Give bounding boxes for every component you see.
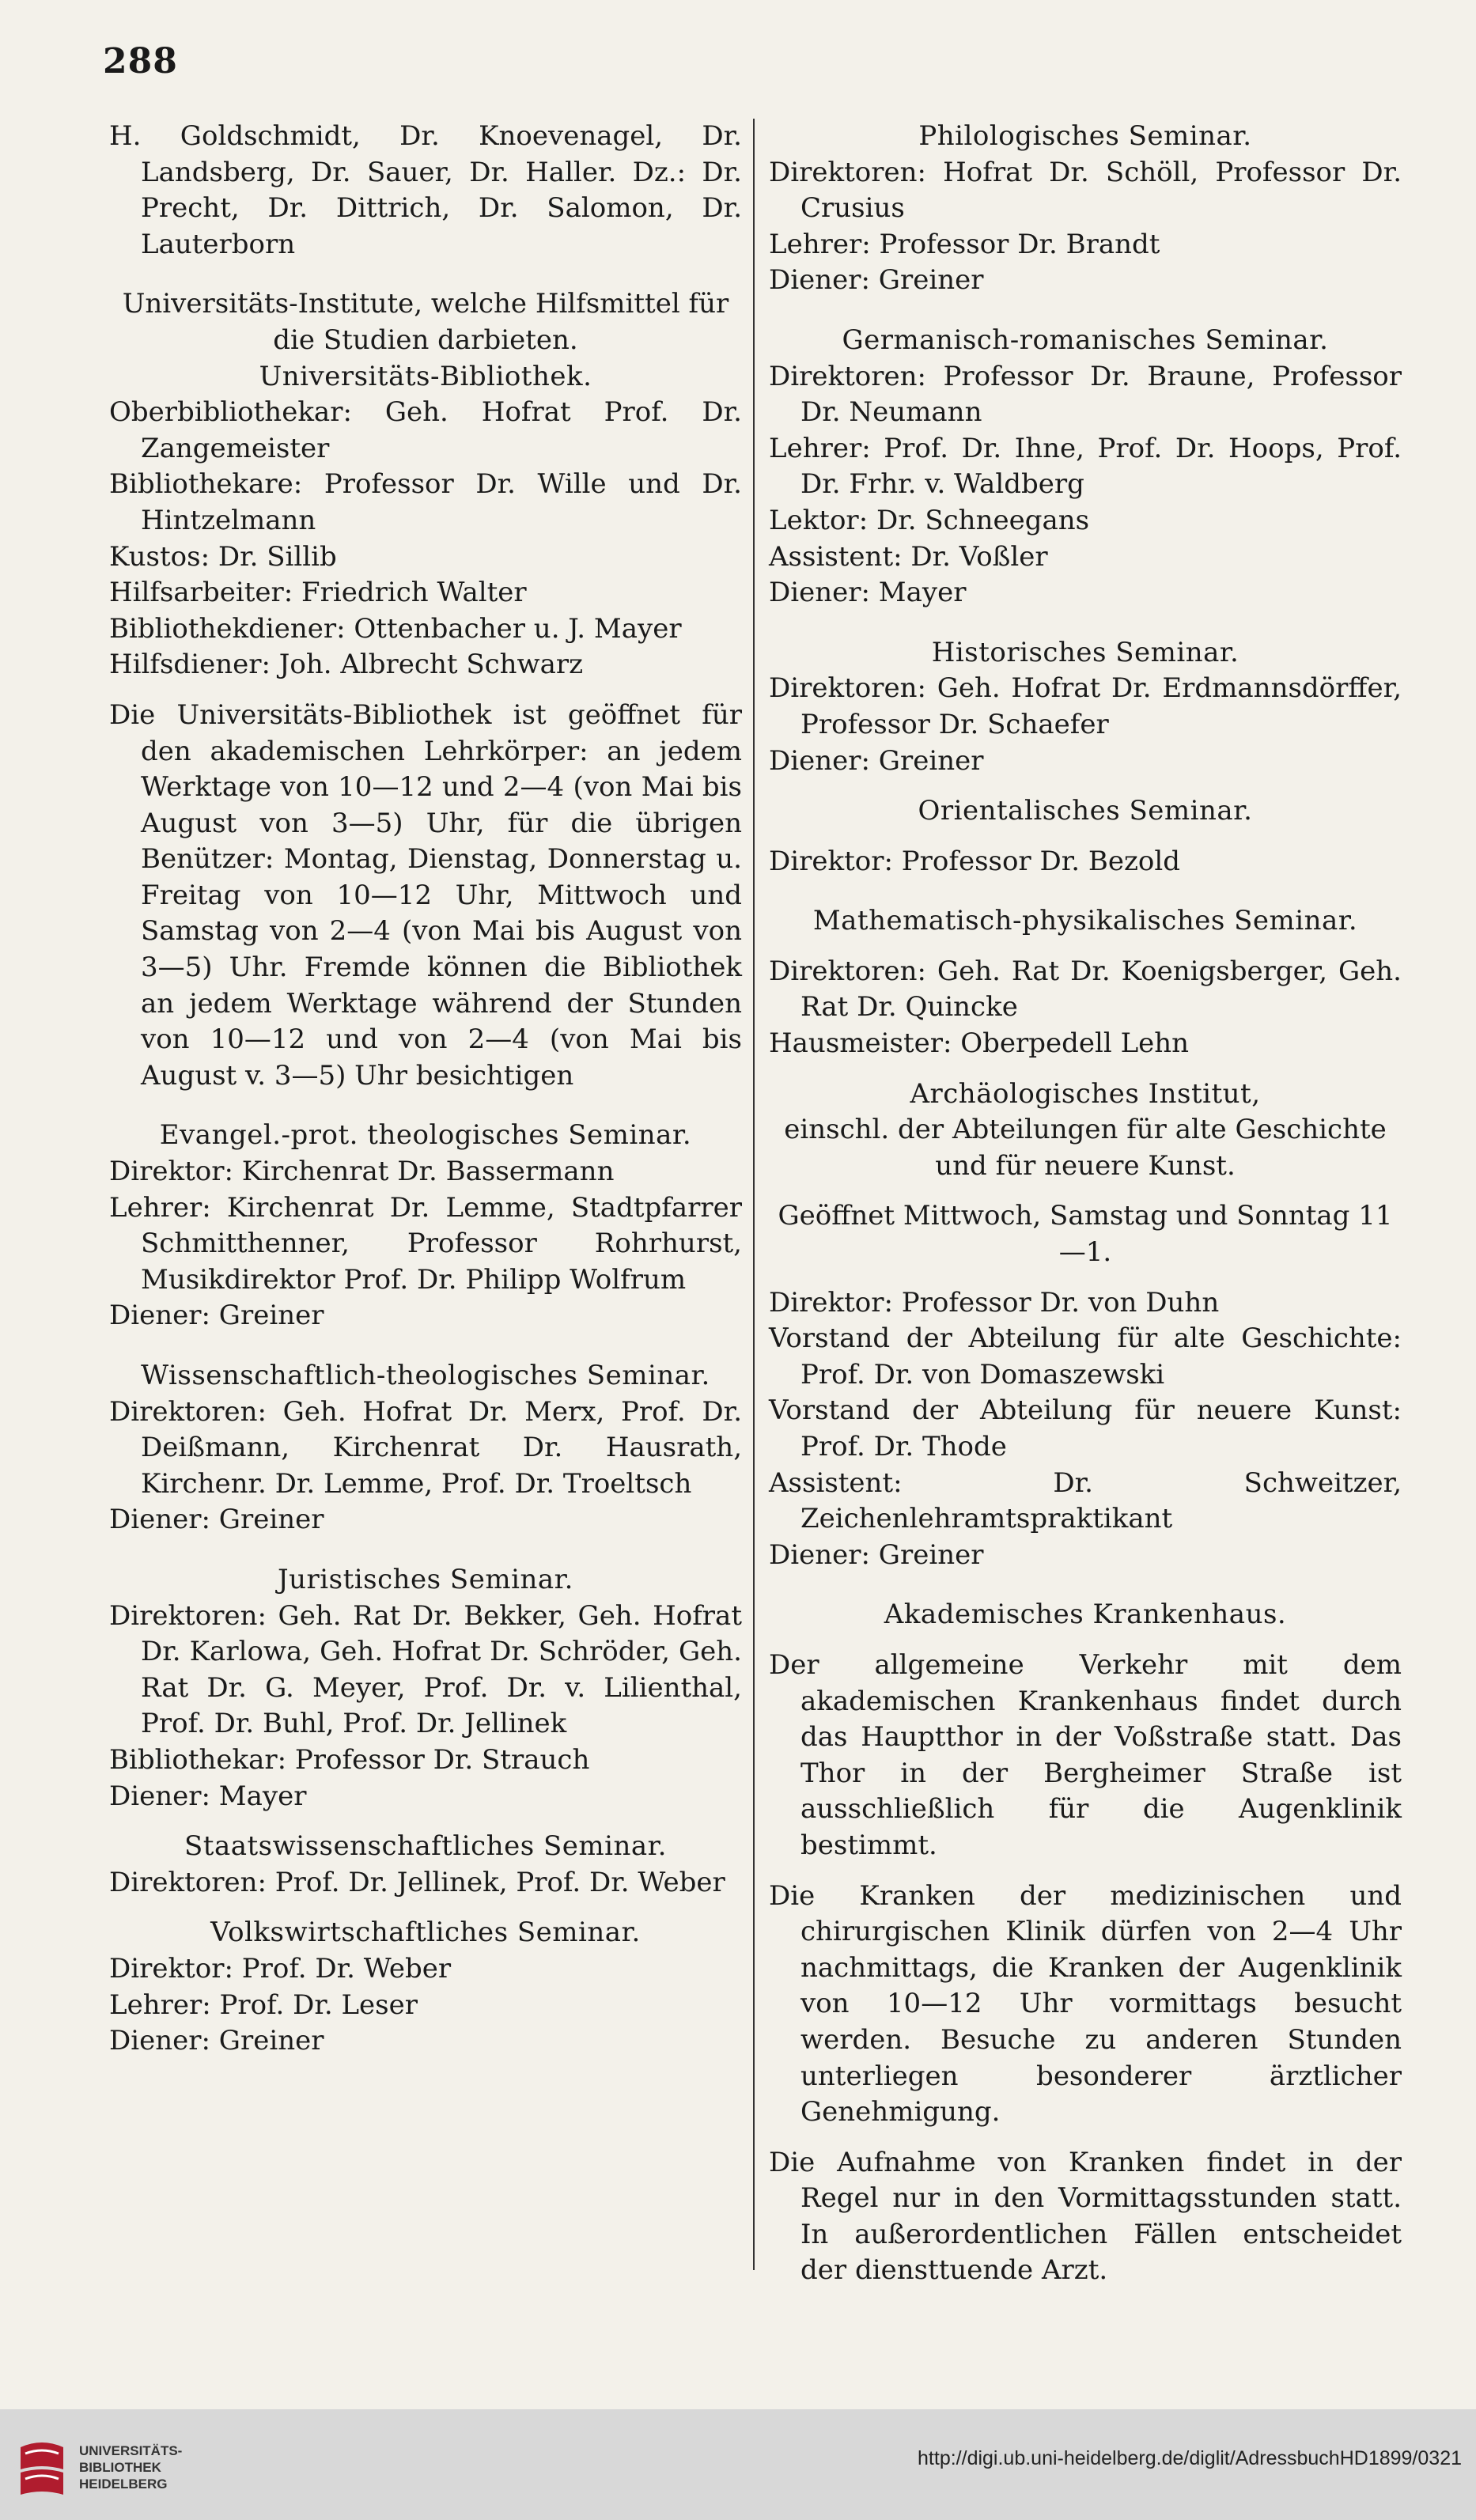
text-entry: Vorstand der Abteilung für neuere Kunst: Prof. Dr. Thode <box>769 1394 1402 1462</box>
section-heading: Universitäts-Bibliothek. <box>259 360 592 392</box>
text-entry: Bibliothekdiener: Ottenbacher u. J. Mayer <box>109 612 682 645</box>
text-entry: Hilfsdiener: Joh. Albrecht Schwarz <box>109 649 584 681</box>
section-heading: Juristisches Seminar. <box>278 1563 573 1595</box>
text-entry: Die Aufnahme von Kranken findet in der Regel nur in den Vormittagsstunden statt. In außerordentlichen Fällen entscheidet der diensttuende Arzt. <box>769 2146 1402 2287</box>
text-entry: Lehrer: Prof. Dr. Ihne, Prof. Dr. Hoops, Prof. Dr. Frhr. v. Waldberg <box>769 432 1402 501</box>
text-entry: Der allgemeine Verkehr mit dem akademischen Krankenhaus findet durch das Hauptthor in der Voßstraße statt. Das Thor in der Bergheimer Straße ist ausschließlich für die Augenklinik bestimmt. <box>769 1648 1402 1861</box>
text-entry: Die Universitäts-Bibliothek ist geöffnet für den akademischen Lehrkörper: an jedem Werktage von 10—12 und 2—4 (von Mai bis August von 3—5) Uhr, für die übrigen Benützer: Montag, Dienstag, Donnerstag u. Freitag von 10—12 Uhr, Mittwoch und Samstag von 2—4 (von Mai bis August von 3—5) Uhr. Fremde können die Bibliothek an jedem Werktage während der Stunden von 10—12 und von 2—4 (von Mai bis August v. 3—5) Uhr besichtigen <box>109 698 742 1092</box>
text-entry: Lektor: Dr. Schneegans <box>769 504 1090 536</box>
section-heading: Historisches Seminar. <box>931 636 1239 668</box>
page-number: 288 <box>103 41 178 81</box>
section-heading: Orientalisches Seminar. <box>918 795 1253 827</box>
section-heading: Akademisches Krankenhaus. <box>884 1599 1287 1631</box>
text-entry: Die Kranken der medizinischen und chirurgischen Klinik dürfen von 2—4 Uhr nachmittags, die Kranken der Augenklinik von 10—12 Uhr vormittags besucht werden. Besuche zu anderen Stunden unterliegen besonderer ärztlicher Genehmigung. <box>769 1879 1402 2128</box>
text-entry: Diener: Mayer <box>769 577 967 609</box>
text-entry: Diener: Greiner <box>109 1300 324 1332</box>
text-entry: Direktoren: Geh. Hofrat Dr. Merx, Prof. Dr. Deißmann, Kirchenrat Dr. Hausrath, Kirchenr. Dr. Lemme, Prof. Dr. Troeltsch <box>109 1395 742 1500</box>
section-heading: Wissenschaftlich-theologisches Seminar. <box>141 1360 710 1391</box>
section-heading: Archäologisches Institut, <box>910 1077 1261 1110</box>
section-heading: Evangel.-prot. theologisches Seminar. <box>159 1119 692 1152</box>
section-heading: Philologisches Seminar. <box>918 120 1252 152</box>
text-entry: Diener: Greiner <box>769 1538 984 1571</box>
text-entry: Kustos: Dr. Sillib <box>109 540 337 573</box>
text-entry: Diener: Greiner <box>769 264 984 297</box>
text-entry: Direktor: Kirchenrat Dr. Bassermann <box>109 1156 615 1188</box>
text-entry: Oberbibliothekar: Geh. Hofrat Prof. Dr. Zangemeister <box>109 396 742 464</box>
text-entry: Diener: Greiner <box>109 2025 324 2057</box>
text-entry: Assistent: Dr. Schweitzer, Zeichenlehramtspraktikant <box>769 1466 1402 1535</box>
text-entry: Diener: Mayer <box>109 1780 307 1812</box>
library-logo <box>14 2431 196 2503</box>
left-column <box>109 119 742 2060</box>
text-entry: Direktor: Professor Dr. Bezold <box>769 845 1181 877</box>
text-entry: Universitäts-Institute, welche Hilfsmittel für die Studien darbieten. <box>122 288 729 356</box>
text-entry: Bibliothekare: Professor Dr. Wille und Dr. Hintzelmann <box>109 468 742 536</box>
text-entry: Direktoren: Prof. Dr. Jellinek, Prof. Dr. Weber <box>109 1866 725 1898</box>
text-entry: Assistent: Dr. Voßler <box>769 540 1048 573</box>
section-heading: Mathematisch-physikalisches Seminar. <box>812 905 1358 937</box>
section-heading: Staatswissenschaftliches Seminar. <box>184 1830 667 1863</box>
section-heading: Germanisch-romanisches Seminar. <box>842 324 1329 356</box>
text-entry: Direktoren: Hofrat Dr. Schöll, Professor Dr. Crusius <box>769 156 1402 225</box>
source-url-link[interactable]: http://digi.ub.uni-heidelberg.de/diglit/AdressbuchHD1899/0321 <box>918 2447 1462 2469</box>
library-logo-text <box>79 2442 182 2492</box>
logo-line: BIBLIOTHEK <box>79 2459 161 2475</box>
text-entry: Hausmeister: Oberpedell Lehn <box>769 1027 1190 1060</box>
library-logo-icon <box>14 2431 70 2503</box>
text-entry: Direktoren: Geh. Rat Dr. Koenigsberger, Geh. Rat Dr. Quincke <box>769 955 1402 1024</box>
text-entry: Diener: Greiner <box>109 1504 324 1536</box>
text-entry: Lehrer: Kirchenrat Dr. Lemme, Stadtpfarrer Schmitthenner, Professor Rohrhurst, Musikdirektor Prof. Dr. Philipp Wolfrum <box>109 1191 742 1296</box>
text-entry: Direktor: Professor Dr. von Duhn <box>769 1286 1220 1319</box>
section-heading: Volkswirtschaftliches Seminar. <box>210 1916 641 1949</box>
text-entry: Lehrer: Prof. Dr. Leser <box>109 1988 418 2021</box>
text-entry: Diener: Greiner <box>769 744 984 777</box>
text-entry: Direktor: Prof. Dr. Weber <box>109 1952 452 1985</box>
text-entry: einschl. der Abteilungen für alte Geschichte und für neuere Kunst. <box>784 1114 1387 1182</box>
text-entry: H. Goldschmidt, Dr. Knoevenagel, Dr. Landsberg, Dr. Sauer, Dr. Haller. Dz.: Dr. Precht, Dr. Dittrich, Dr. Salomon, Dr. Lauterborn <box>109 120 742 260</box>
right-column <box>769 119 1402 2289</box>
text-entry: Direktoren: Geh. Rat Dr. Bekker, Geh. Hofrat Dr. Karlowa, Geh. Hofrat Dr. Schröder, Geh. Rat Dr. G. Meyer, Prof. Dr. v. Lilienthal, Prof. Dr. Buhl, Prof. Dr. Jellinek <box>109 1599 742 1740</box>
text-entry: Direktoren: Geh. Hofrat Dr. Erdmannsdörffer, Professor Dr. Schaefer <box>769 672 1402 740</box>
logo-line: HEIDELBERG <box>79 2476 168 2492</box>
logo-line: UNIVERSITÄTS- <box>79 2442 183 2458</box>
text-entry: Bibliothekar: Professor Dr. Strauch <box>109 1743 590 1776</box>
column-divider <box>753 119 755 2270</box>
footer-bar <box>0 2409 1476 2520</box>
text-entry: Vorstand der Abteilung für alte Geschichte: Prof. Dr. von Domaszewski <box>769 1322 1402 1391</box>
text-entry: Lehrer: Professor Dr. Brandt <box>769 228 1160 260</box>
text-entry: Hilfsarbeiter: Friedrich Walter <box>109 577 527 609</box>
text-entry: Geöffnet Mittwoch, Samstag und Sonntag 11—1. <box>778 1200 1393 1269</box>
text-entry: Direktoren: Professor Dr. Braune, Professor Dr. Neumann <box>769 360 1402 429</box>
